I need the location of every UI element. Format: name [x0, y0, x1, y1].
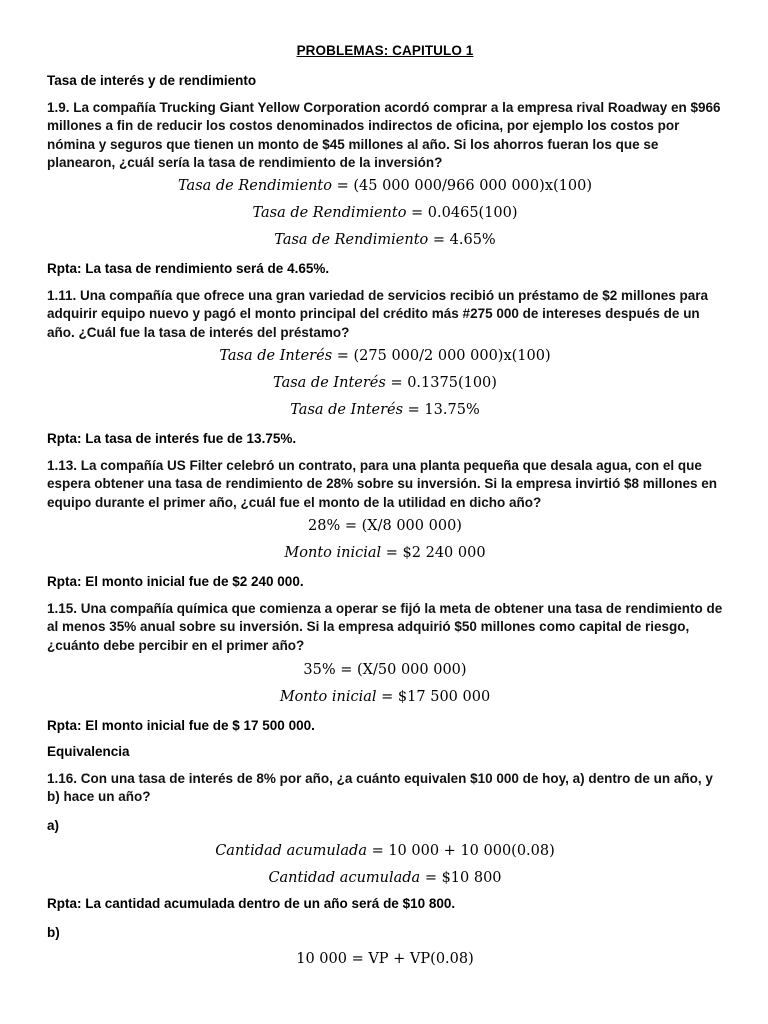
equation — [47, 402, 723, 418]
equation-rhs: 10 000 = VP + VP(0.08) — [296, 951, 474, 967]
equation — [47, 662, 723, 678]
equation-rhs: = $17 500 000 — [381, 689, 491, 705]
problem-1-15-text: 1.15. Una compañía química que comienza a operar se fijó la meta de obtener una tasa de rendimiento de al menos 35% anual sobre su inversión. Si la empresa adquirió $50 millones como capital de riesgo, ¿cuánto debe percibir en el primer año? — [47, 601, 723, 653]
equation-rhs: 35% = (X/50 000 000) — [303, 662, 467, 678]
equation-rhs: = 4.65% — [432, 232, 496, 248]
equation-rhs: 28% = (X/8 000 000) — [308, 518, 462, 534]
equation-rhs: = (45 000 000/966 000 000)x(100) — [336, 178, 592, 194]
equation — [47, 232, 723, 248]
equation — [47, 870, 723, 886]
part-a-label: a) — [47, 818, 60, 833]
equation — [47, 545, 723, 561]
answer-1-16a: Rpta: La cantidad acumulada dentro de un año será de $10 800. — [47, 896, 456, 911]
equation — [47, 951, 723, 967]
equation — [47, 178, 723, 194]
problem-1-13-text: 1.13. La compañía US Filter celebró un contrato, para una planta pequeña que desala agua, con el que espera obtener una tasa de rendimiento de 28% sobre su inversión. Si la empresa invirtió $8 millones en equipo durante el primer año, ¿cuál fue el monto de la utilidad en dicho año? — [47, 458, 717, 510]
answer-1-9: Rpta: La tasa de rendimiento será de 4.65%. — [47, 261, 330, 276]
equation-lhs: Monto inicial — [284, 545, 382, 561]
equation-rhs: = 10 000 + 10 000(0.08) — [371, 843, 555, 859]
section-heading-interest: Tasa de interés y de rendimiento — [47, 73, 257, 88]
equation-lhs: Tasa de Interés — [273, 375, 386, 391]
equation-lhs: Tasa de Interés — [290, 402, 404, 418]
answer-1-15: Rpta: El monto inicial fue de $ 17 500 000. — [47, 718, 315, 733]
problem-1-11-text: 1.11. Una compañía que ofrece una gran variedad de servicios recibió un préstamo de $2 millones para adquirir equipo nuevo y pagó el monto principal del crédito más #275 000 de intereses después de un año. ¿Cuál fue la tasa de interés del préstamo? — [47, 288, 708, 340]
equation-lhs: Monto inicial — [279, 689, 377, 705]
page-title: PROBLEMAS: CAPITULO 1 — [296, 43, 474, 58]
equation — [47, 689, 723, 705]
part-b-label: b) — [47, 925, 60, 940]
equation-lhs: Tasa de Rendimiento — [274, 232, 429, 248]
equation-rhs: = 13.75% — [407, 402, 480, 418]
answer-1-11: Rpta: La tasa de interés fue de 13.75%. — [47, 431, 297, 446]
section-heading-equivalence: Equivalencia — [47, 744, 130, 759]
problem-1-9-text: 1.9. La compañía Trucking Giant Yellow Corporation acordó comprar a la empresa rival Roadway en $966 millones a fin de reducir los costos denominados indirectos de oficina, por ejemplo los costos por nómina y seguros que tienen un monto de $45 millones al año. Si los ahorros fueran los que se planearon, ¿cuál sería la tasa de rendimiento de la inversión? — [47, 100, 721, 170]
equation-rhs: = $2 240 000 — [385, 545, 486, 561]
equation — [47, 518, 723, 534]
answer-1-13: Rpta: El monto inicial fue de $2 240 000. — [47, 574, 304, 589]
equation-lhs: Tasa de Rendimiento — [252, 205, 407, 221]
equation-rhs: = 0.1375(100) — [390, 375, 497, 391]
equation-lhs: Tasa de Rendimiento — [178, 178, 332, 194]
equation — [47, 348, 723, 364]
equation-rhs: = 0.0465(100) — [411, 205, 518, 221]
equation-lhs: Cantidad acumulada — [268, 870, 421, 886]
equation-lhs: Cantidad acumulada — [215, 843, 367, 859]
problem-1-16-text: 1.16. Con una tasa de interés de 8% por año, ¿a cuánto equivalen $10 000 de hoy, a) dentro de un año, y b) hace un año? — [47, 771, 713, 805]
equation — [47, 375, 723, 391]
equation-rhs: = (275 000/2 000 000)x(100) — [336, 348, 551, 364]
equation — [47, 843, 723, 859]
equation-lhs: Tasa de Interés — [219, 348, 333, 364]
equation — [47, 205, 723, 221]
equation-rhs: = $10 800 — [424, 870, 502, 886]
